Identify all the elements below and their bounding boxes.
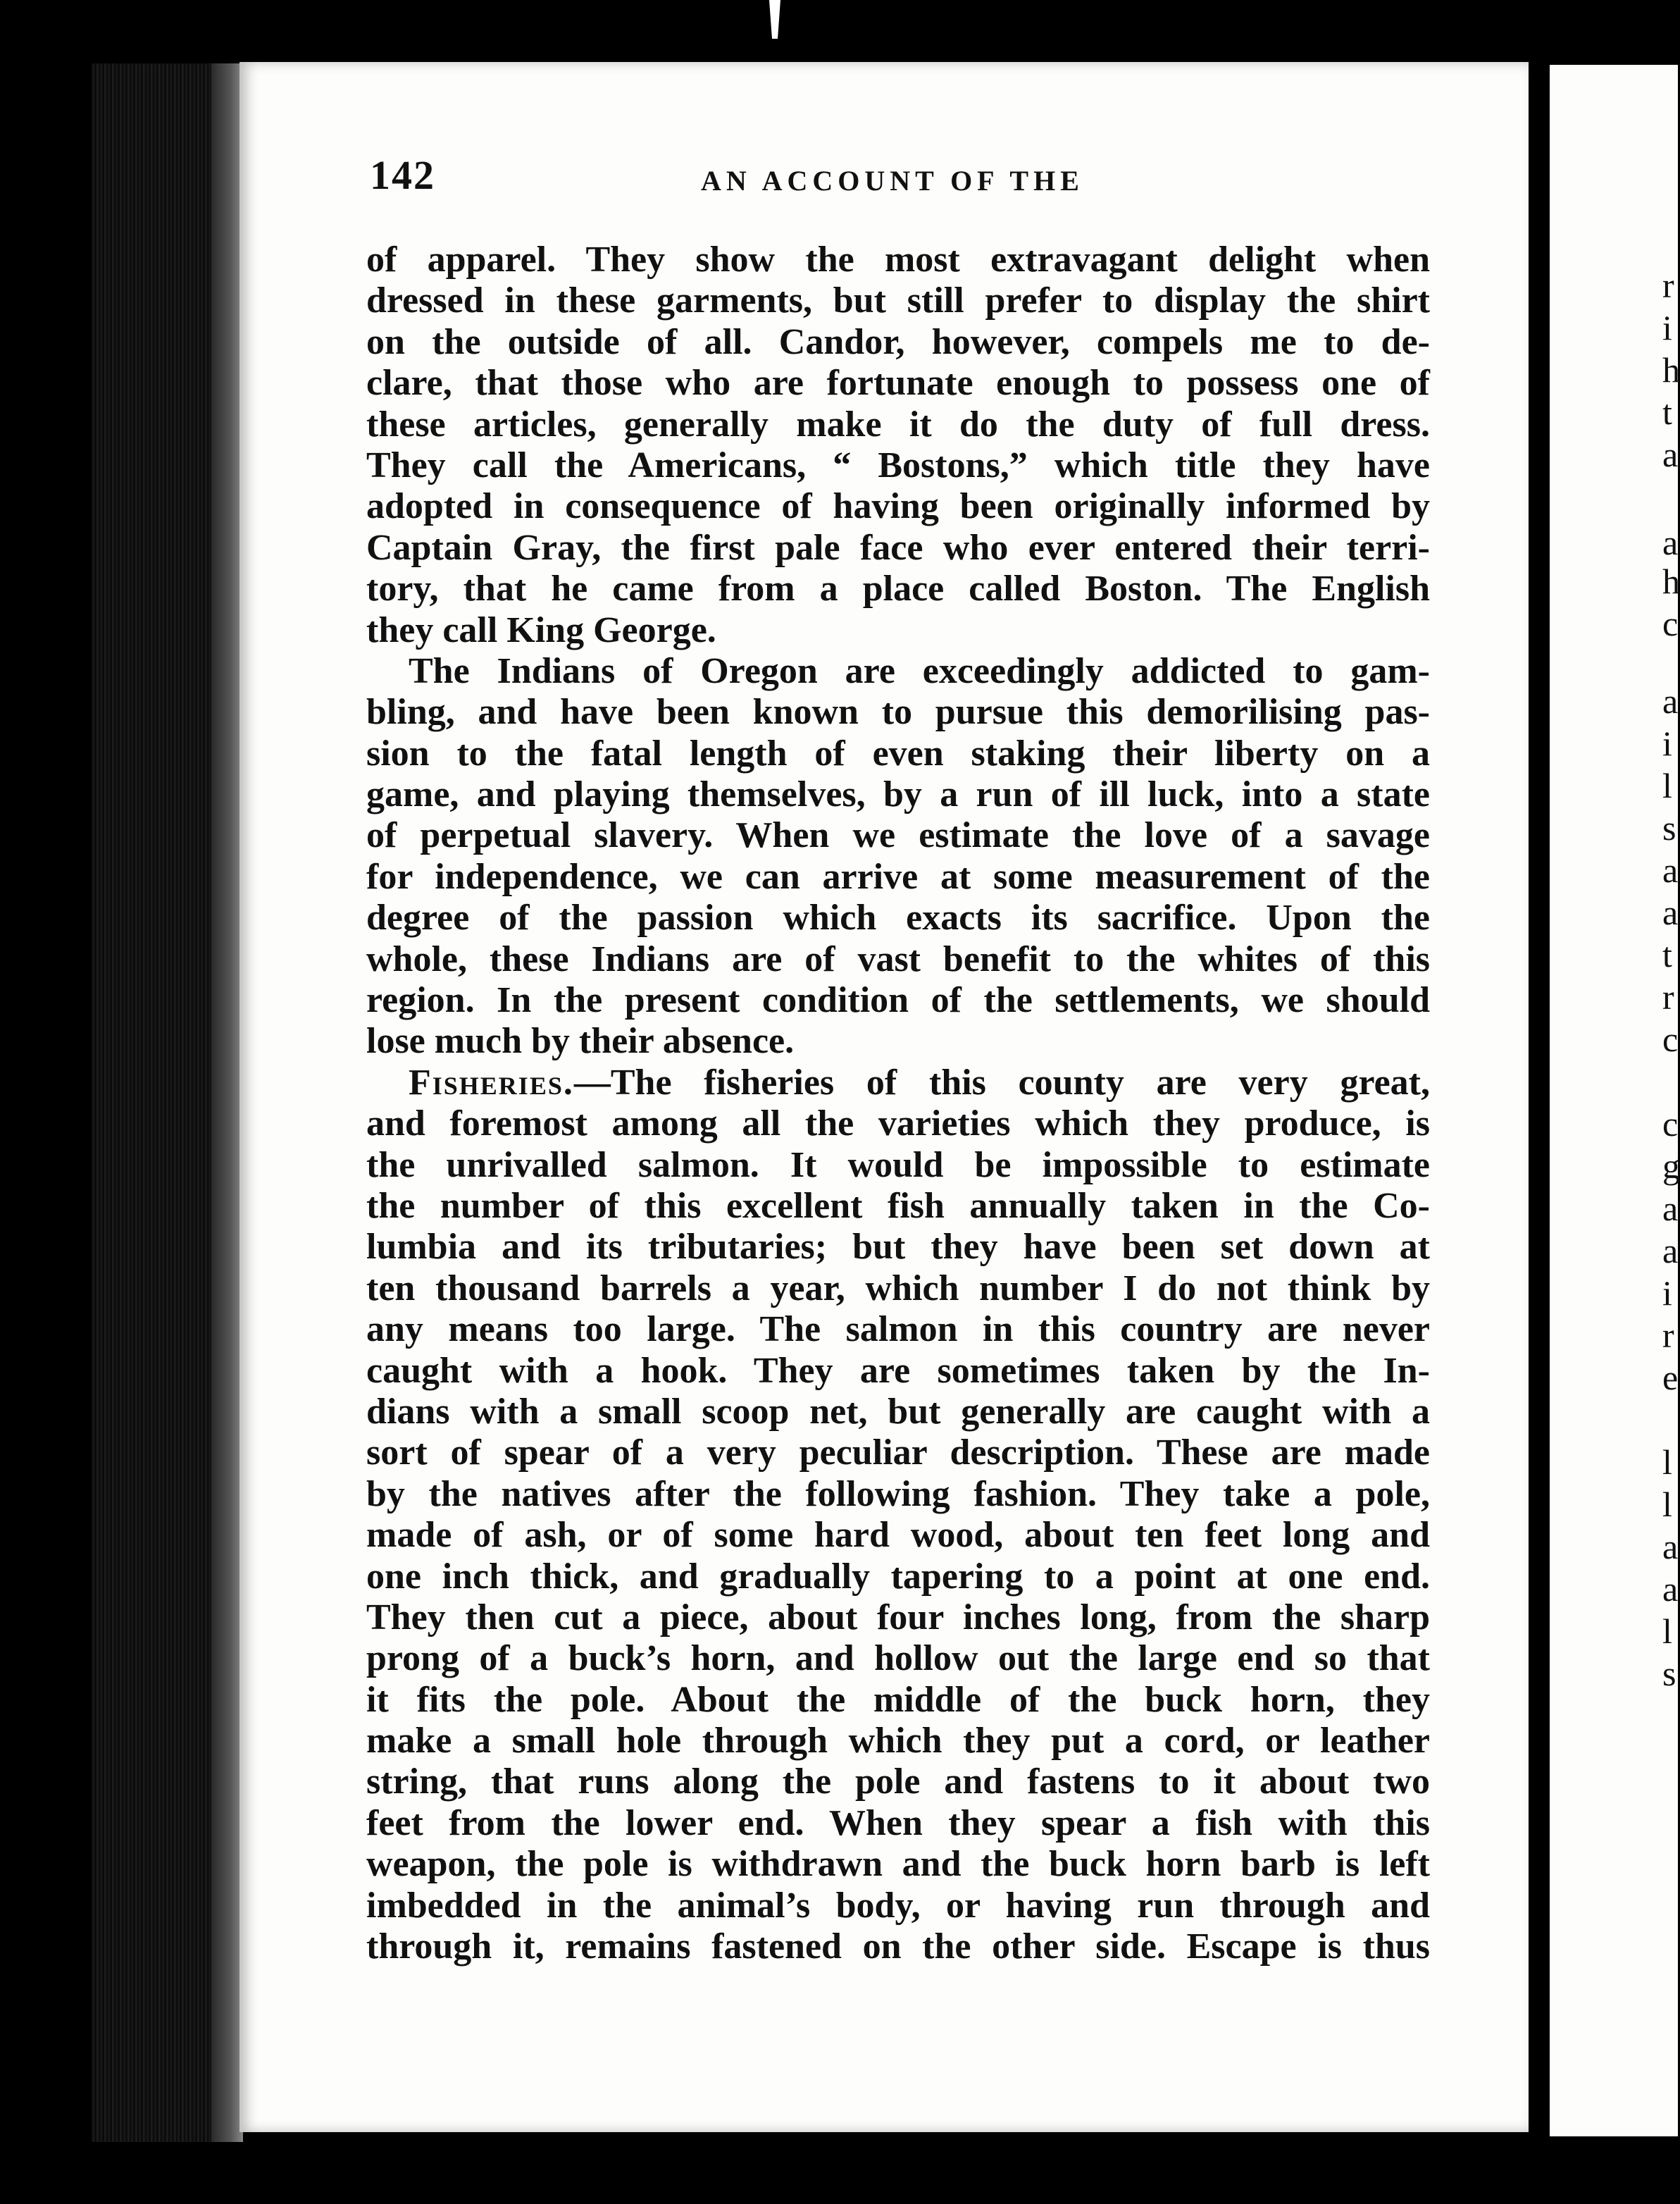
body-text [366, 240, 1430, 1967]
facing-page-letter: t [1662, 392, 1672, 432]
facing-page-letter: e [1662, 1358, 1679, 1397]
text-line: they call King George. [366, 609, 716, 650]
text-line: whole, these Indians are of vast benefit to the whites of this [366, 939, 1430, 979]
facing-page-letter: h [1662, 562, 1680, 601]
page-number: 142 [370, 152, 435, 198]
text-line: on the outside of all. Candor, however, compels me to de- [366, 321, 1430, 362]
facing-page-letter: a [1662, 435, 1679, 474]
text-line: the number of this excellent fish annually taken in the Co- [366, 1185, 1430, 1226]
text-line: sion to the fatal length of even staking their liberty on a [366, 733, 1430, 774]
text-line: and foremost among all the varieties which they produce, is [366, 1103, 1430, 1144]
facing-page-letter: a [1662, 681, 1679, 721]
text-line: made of ash, or of some hard wood, about ten feet long and [366, 1515, 1430, 1556]
facing-page-letter: g [1662, 1146, 1680, 1186]
text-line: Captain Gray, the first pale face who ever entered their terri- [366, 527, 1430, 568]
text-line: imbedded in the animal’s body, or having run through and [366, 1885, 1430, 1926]
text-line: these articles, generally make it do the duty of full dress. [366, 404, 1430, 445]
bookmark-tab [761, 0, 789, 39]
text-line: ten thousand barrels a year, which number I do not think by [366, 1268, 1430, 1308]
text-line: feet from the lower end. When they spear a fish with this [366, 1802, 1430, 1843]
facing-page-letter: c [1662, 1020, 1679, 1059]
facing-page-letter: a [1662, 1569, 1679, 1609]
text-line: adopted in consequence of having been originally informed by [366, 486, 1430, 527]
facing-page-letter: c [1662, 1104, 1679, 1144]
facing-page-letter: i [1662, 724, 1672, 763]
facing-page-letter: a [1662, 1231, 1679, 1270]
text-line: lose much by their absence. [366, 1021, 795, 1062]
facing-page-letter: r [1662, 977, 1674, 1017]
facing-page-letter: l [1662, 1485, 1672, 1524]
facing-page-letter: l [1662, 1611, 1672, 1651]
facing-page-edge [1550, 65, 1678, 2136]
facing-page-letter: t [1662, 935, 1672, 974]
text-line: tory, that he came from a place called Boston. The English [366, 569, 1430, 609]
text-line: of apparel. They show the most extravagant delight when [366, 240, 1430, 280]
facing-page-letter: a [1662, 523, 1679, 562]
facing-page-letter: r [1662, 266, 1674, 305]
text-line: sort of spear of a very peculiar description. These are made [366, 1432, 1430, 1473]
text-line: it fits the pole. About the middle of the buck horn, they [366, 1679, 1430, 1720]
facing-page-letter: l [1662, 766, 1672, 805]
text-line: string, that runs along the pole and fastens to it about two [366, 1762, 1430, 1802]
text-line: of perpetual slavery. When we estimate the love of a savage [366, 815, 1430, 856]
text-line: game, and playing themselves, by a run of ill luck, into a state [366, 774, 1430, 815]
text-line: make a small hole through which they put a cord, or leather [366, 1721, 1430, 1762]
facing-page-letter: c [1662, 604, 1679, 643]
text-line-fisheries [366, 1063, 1430, 1103]
section-text: —The fisheries of this county are very great, [573, 1062, 1430, 1103]
facing-page-letter: h [1662, 350, 1680, 390]
facing-page-letter: i [1662, 1273, 1672, 1313]
text-line: weapon, the pole is withdrawn and the buck horn barb is left [366, 1844, 1430, 1885]
text-line: The Indians of Oregon are exceedingly addicted to gam- [409, 650, 1430, 691]
facing-page-letter: s [1662, 1654, 1676, 1693]
text-line: caught with a hook. They are sometimes taken by the In- [366, 1350, 1430, 1391]
text-line: one inch thick, and gradually tapering to a point at one end. [366, 1556, 1430, 1597]
facing-page-letter: r [1662, 1315, 1674, 1355]
text-line: They call the Americans, “ Bostons,” which title they have [366, 445, 1430, 485]
text-line: by the natives after the following fashion. They take a pole, [366, 1473, 1430, 1514]
running-head: AN ACCOUNT OF THE [701, 165, 1084, 197]
text-line: any means too large. The salmon in this country are never [366, 1309, 1430, 1350]
facing-page-letter: l [1662, 1442, 1672, 1482]
text-line: the unrivalled salmon. It would be impossible to estimate [366, 1144, 1430, 1185]
facing-page-letter: a [1662, 850, 1679, 890]
text-line: lumbia and its tributaries; but they have been set down at [366, 1227, 1430, 1268]
text-line: They then cut a piece, about four inches long, from the sharp [366, 1597, 1430, 1637]
text-line: clare, that those who are fortunate enough to possess one of [366, 363, 1430, 404]
page-gutter-shadow [211, 63, 243, 2142]
text-line: region. In the present condition of the settlements, we should [366, 980, 1430, 1021]
section-heading-fisheries: Fisheries. [409, 1062, 574, 1103]
facing-page-letter: a [1662, 1189, 1679, 1228]
page-header [370, 151, 1426, 208]
text-line: through it, remains fastened on the other side. Escape is thus [366, 1926, 1430, 1967]
text-line: for independence, we can arrive at some measurement of the [366, 856, 1430, 897]
facing-page-letter: a [1662, 1527, 1679, 1566]
facing-page-letter: s [1662, 808, 1676, 848]
text-line: dressed in these garments, but still prefer to display the shirt [366, 280, 1430, 321]
text-line: degree of the passion which exacts its sacrifice. Upon the [366, 898, 1430, 939]
facing-page-letter: a [1662, 893, 1679, 932]
text-line: bling, and have been known to pursue this demorilising pas- [366, 692, 1430, 733]
facing-page-letter: i [1662, 308, 1672, 347]
text-line: prong of a buck’s horn, and hollow out the large end so that [366, 1638, 1430, 1679]
text-line: dians with a small scoop net, but generally are caught with a [366, 1391, 1430, 1432]
